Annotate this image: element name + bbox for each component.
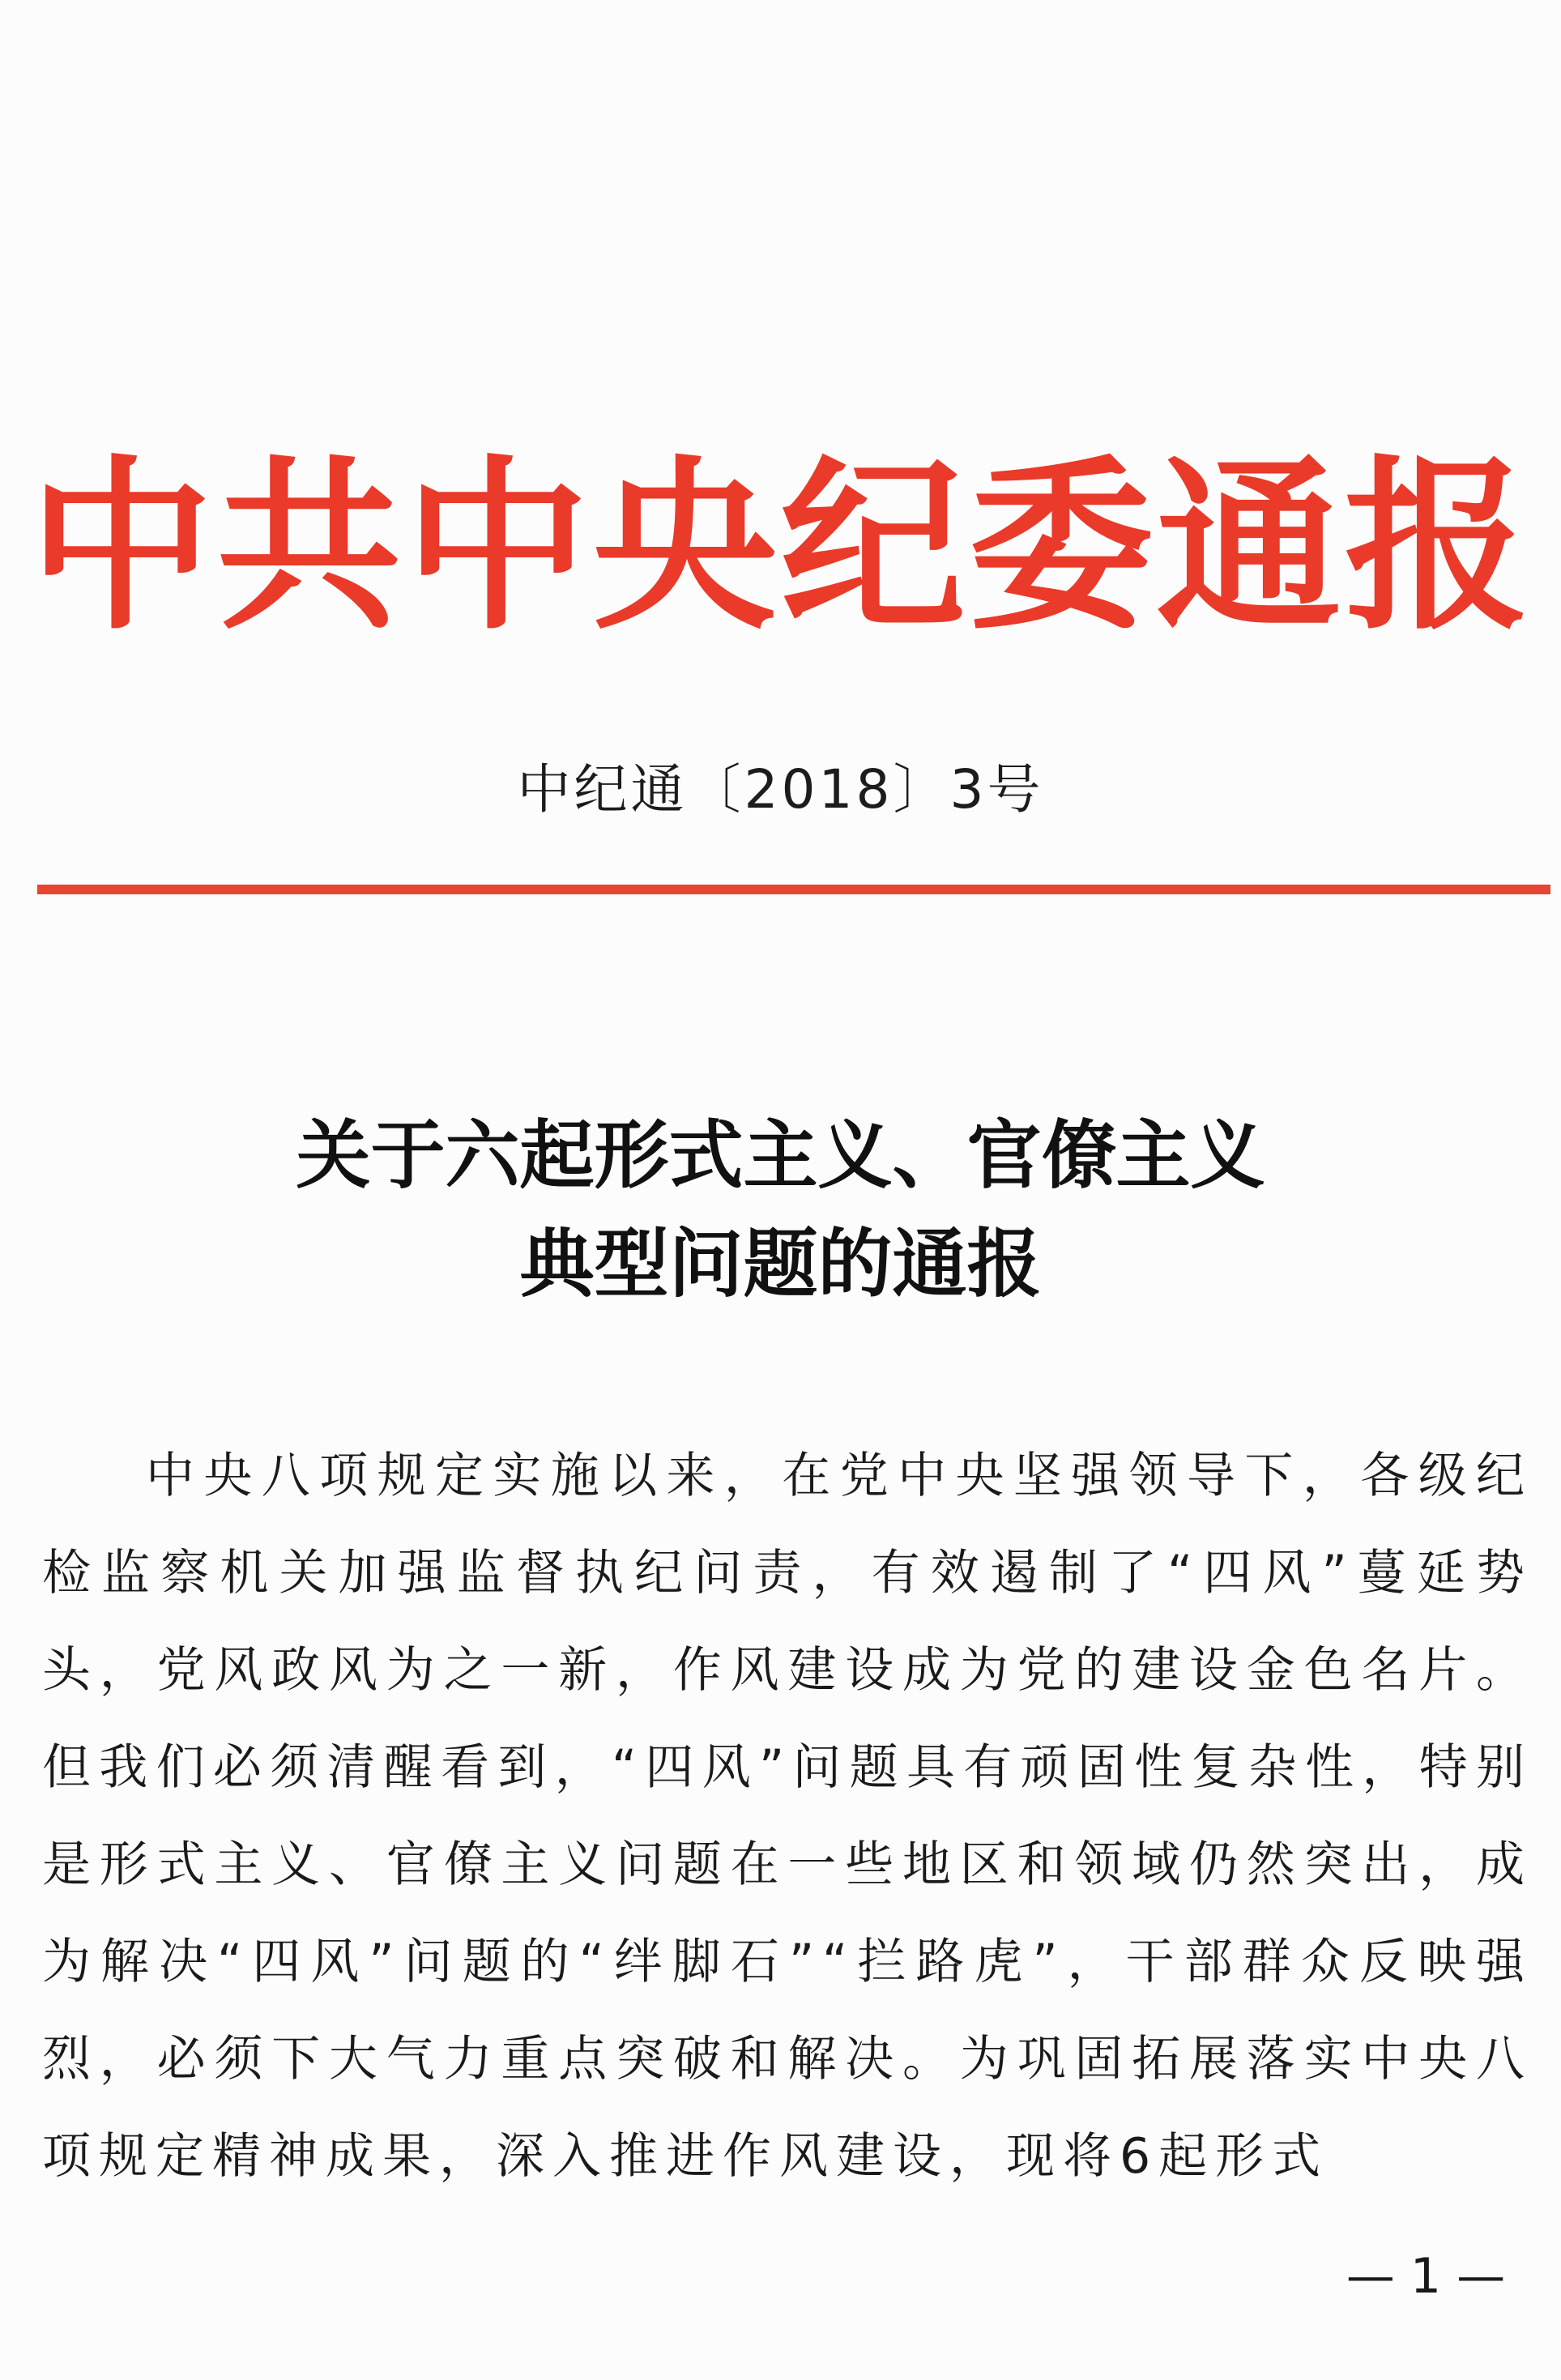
document-title-line-1: 关于六起形式主义、官僚主义	[296, 1111, 1265, 1199]
masthead-title: 中共中央纪委通报	[28, 439, 1533, 655]
page-number: — 1 —	[1346, 2248, 1506, 2305]
document-number: 中纪通〔2018〕3号	[517, 758, 1044, 821]
body-paragraph: 中央八项规定实施以来，在党中央坚强领导下，各级纪检监察机关加强监督执纪问责，有效遏制了“四风”蔓延势头，党风政风为之一新，作风建设成为党的建设金色名片。但我们必须清醒看到，“四风”问题具有顽固性复杂性，特别是形式主义、官僚主义问题在一些地区和领域仍然突出，成为解决“四风”问题的“绊脚石”“拦路虎”，干部群众反映强烈，必须下大气力重点突破和解决。为巩固拓展落实中央八项规定精神成果，深入推进作风建设，现将6起形式	[42, 1448, 1533, 2185]
red-divider-line	[37, 885, 1550, 894]
document-title-line-2: 典型问题的通报	[519, 1220, 1042, 1307]
